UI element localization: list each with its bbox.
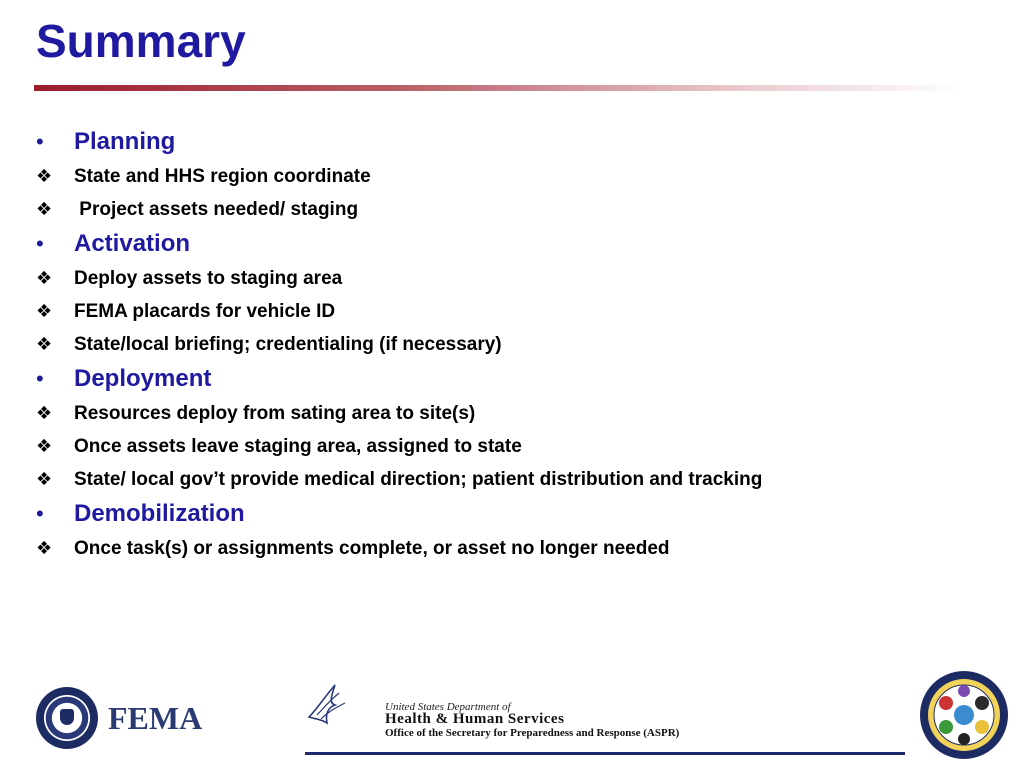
section-heading-label: Planning: [74, 128, 176, 155]
diamond-bullet-icon: ❖: [36, 199, 53, 219]
hhs-office-line: Office of the Secretary for Preparedness and Response (ASPR): [385, 727, 680, 739]
hhs-eagle-icon: [305, 679, 351, 729]
list-item: [36, 160, 996, 193]
list-item-text: State/ local gov’t provide medical direction; patient distribution and tracking: [74, 468, 763, 490]
diamond-bullet-icon: ❖: [36, 436, 53, 456]
fema-logo: [36, 687, 202, 749]
section-heading-label: Deployment: [74, 365, 212, 392]
list-item: [36, 430, 996, 463]
list-item-text: FEMA placards for vehicle ID: [74, 300, 336, 322]
list-item: [36, 262, 996, 295]
list-item: [36, 463, 996, 496]
hhs-department-line: United States Department of: [385, 701, 511, 713]
bullet-icon: •: [36, 129, 44, 154]
section-heading-demobilization: [36, 496, 996, 532]
diamond-bullet-icon: ❖: [36, 538, 53, 558]
bullet-icon: •: [36, 501, 44, 526]
slide-title: Summary: [36, 15, 246, 67]
section-heading-planning: [36, 124, 996, 160]
list-item: [36, 193, 996, 226]
fema-wordmark: FEMA: [108, 699, 203, 736]
list-item-text: Project assets needed/ staging: [74, 198, 359, 220]
section-heading-deployment: [36, 361, 996, 397]
hhs-name-line: Health & Human Services: [385, 711, 565, 727]
diamond-bullet-icon: ❖: [36, 301, 53, 321]
dhs-seal-icon: [36, 687, 98, 749]
hhs-underline: [305, 752, 905, 755]
section-heading-label: Demobilization: [74, 500, 245, 527]
list-item: [36, 328, 996, 361]
diamond-bullet-icon: ❖: [36, 469, 53, 489]
section-heading-label: Activation: [74, 230, 191, 257]
list-item-text: Deploy assets to staging area: [74, 267, 343, 289]
section-heading-activation: [36, 226, 996, 262]
list-item-text: Resources deploy from sating area to site(s): [74, 402, 476, 424]
slide-footer: [0, 665, 1024, 768]
bullet-icon: •: [36, 366, 44, 391]
list-item-text: State/local briefing; credentialing (if necessary): [74, 333, 502, 355]
hhs-aspr-banner: [305, 679, 905, 749]
list-item-text: Once task(s) or assignments complete, or asset no longer needed: [74, 537, 670, 559]
bullet-icon: •: [36, 231, 44, 256]
slide-content: [36, 124, 996, 565]
list-item: [36, 532, 996, 565]
list-item-text: State and HHS region coordinate: [74, 165, 371, 187]
list-item-text: Once assets leave staging area, assigned to state: [74, 435, 522, 457]
title-divider: [34, 85, 964, 91]
list-item: [36, 397, 996, 430]
diamond-bullet-icon: ❖: [36, 403, 53, 423]
list-item: [36, 295, 996, 328]
diamond-bullet-icon: ❖: [36, 268, 53, 288]
diamond-bullet-icon: ❖: [36, 166, 53, 186]
diamond-bullet-icon: ❖: [36, 334, 53, 354]
aspr-seal-icon: [908, 669, 1020, 761]
